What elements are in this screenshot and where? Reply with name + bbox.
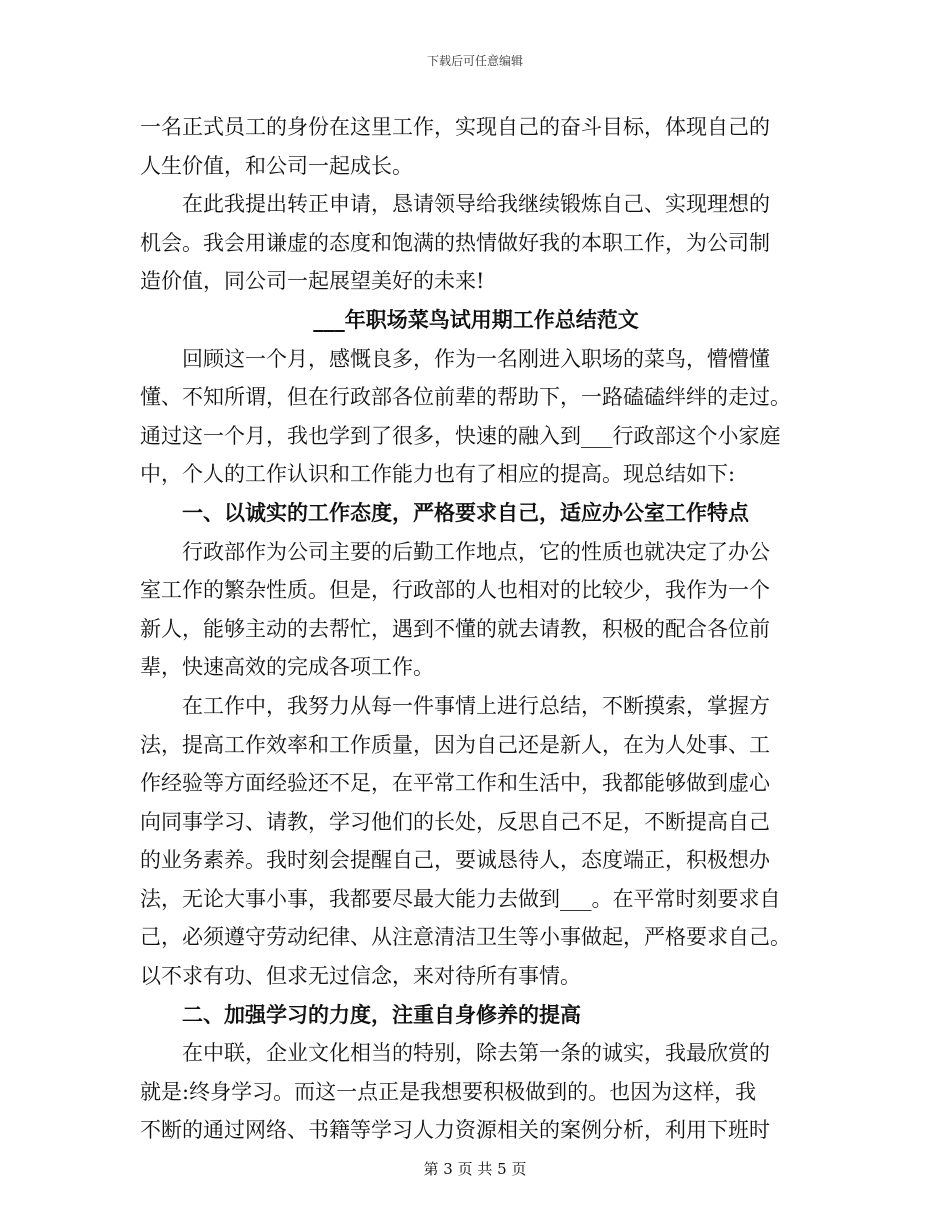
text-line: 辈，快速高效的完成各项工作。 [140,655,434,680]
text-line: 就是:终身学习。而这一点正是我想要积极做到的。也因为这样，我 [140,1079,757,1104]
text-line: 行政部作为公司主要的后勤工作地点，它的性质也就决定了办公 [182,539,770,564]
text-line: 通过这一个月，我也学到了很多，快速的融入到___行政部这个小家庭 [140,423,781,448]
paragraph-4 [140,533,812,687]
heading-1: 一、以诚实的工作态度，严格要求自己，适应办公室工作特点 [182,499,749,525]
paragraph-6 [140,1034,812,1150]
text-line: 机会。我会用谦虚的态度和饱满的热情做好我的本职工作，为公司制 [140,230,770,255]
heading-2: 二、加强学习的力度，注重自身修养的提高 [182,1001,581,1027]
paragraph-3 [140,340,812,494]
page-footer: 第 3 页 共 5 页 [423,1160,527,1178]
document-body [140,108,812,1150]
text-line: 懂、不知所谓，但在行政部各位前辈的帮助下，一路磕磕绊绊的走过。 [140,385,791,410]
paragraph-1 [140,108,812,185]
page-header: 下载后可任意编辑 [426,54,523,68]
text-line: 在此我提出转正申请，恳请领导给我继续锻炼自己、实现理想的 [182,192,770,217]
text-line: 在工作中，我努力从每一件事情上进行总结，不断摸索，掌握方 [182,693,770,718]
text-line: 不断的通过网络、书籍等学习人力资源相关的案例分析，利用下班时 [140,1118,770,1143]
paragraph-5 [140,687,812,996]
text-line: 法，提高工作效率和工作质量，因为自己还是新人，在为人处事、工 [140,732,770,757]
text-line: 室工作的繁杂性质。但是，行政部的人也相对的比较少，我作为一个 [140,578,770,603]
text-line: 作经验等方面经验还不足，在平常工作和生活中，我都能够做到虚心 [140,771,770,796]
section-title: ___年职场菜鸟试用期工作总结范文 [313,306,639,332]
paragraph-2 [140,185,812,301]
text-line: 回顾这一个月，感慨良多，作为一名刚进入职场的菜鸟，懵懵懂 [182,346,770,371]
text-line: 己，必须遵守劳动纪律、从注意清洁卫生等小事做起，严格要求自己。 [140,925,791,950]
text-line: 中，个人的工作认识和工作能力也有了相应的提高。现总结如下: [140,462,736,487]
text-line: 向同事学习、请教，学习他们的长处，反思自己不足，不断提高自己 [140,809,770,834]
text-line: 法，无论大事小事，我都要尽最大能力去做到___。在平常时刻要求自 [140,886,781,911]
text-line: 一名正式员工的身份在这里工作，实现自己的奋斗目标，体现自己的 [140,115,770,139]
text-line: 新人，能够主动的去帮忙，遇到不懂的就去请教，积极的配合各位前 [140,616,770,641]
text-line: 的业务素养。我时刻会提醒自己，要诚恳待人，态度端正，积极想办 [140,848,770,873]
text-line: 在中联，企业文化相当的特别，除去第一条的诚实，我最欣赏的 [182,1041,770,1066]
text-line: 以不求有功、但求无过信念，来对待所有事情。 [140,964,581,989]
text-line: 人生价值，和公司一起成长。 [140,153,413,178]
text-line: 造价值，同公司一起展望美好的未来! [140,269,485,294]
